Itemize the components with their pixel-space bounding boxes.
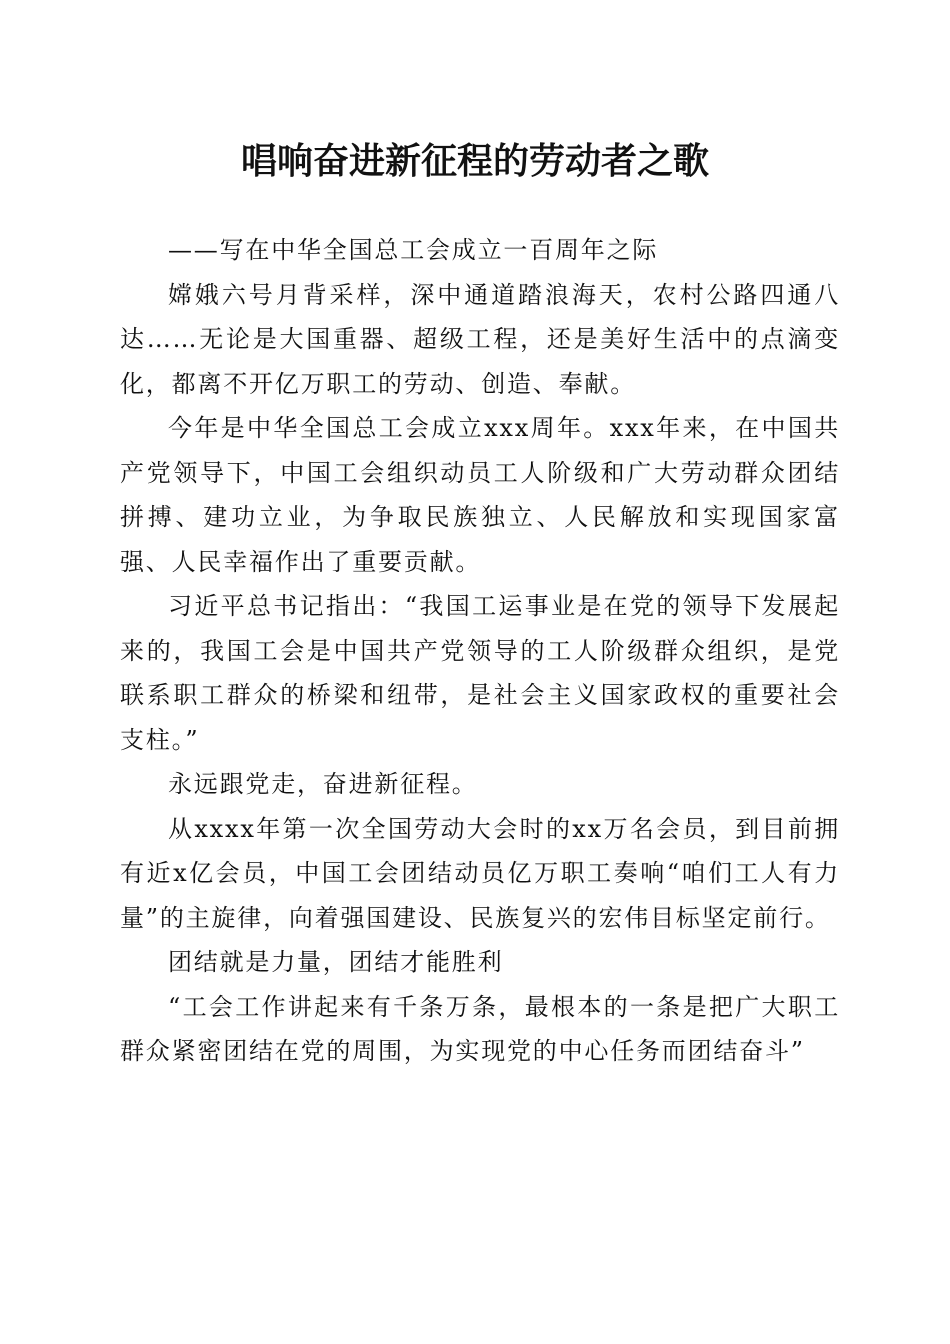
body-paragraph: 习近平总书记指出：“我国工运事业是在党的领导下发展起来的，我国工会是中国共产党领导的工人阶级群众组织，是党联系职工群众的桥梁和纽带，是社会主义国家政权的重要社会支柱。” bbox=[120, 592, 840, 754]
body-paragraph: 永远跟党走，奋进新征程。 bbox=[168, 770, 478, 798]
document-body bbox=[120, 228, 840, 1074]
document-title: 唱响奋进新征程的劳动者之歌 bbox=[240, 140, 709, 182]
body-paragraph: 今年是中华全国总工会成立xxx周年。xxx年来，在中国共产党领导下，中国工会组织动员工人阶级和广大劳动群众团结拼搏、建功立业，为争取民族独立、人民解放和实现国家富强、人民幸福作出了重要贡献。 bbox=[120, 414, 840, 576]
body-paragraph: “工会工作讲起来有千条万条，最根本的一条是把广大职工群众紧密团结在党的周围，为实现党的中心任务而团结奋斗” bbox=[120, 992, 840, 1065]
subtitle-paragraph: ——写在中华全国总工会成立一百周年之际 bbox=[168, 236, 659, 264]
body-paragraph: 从xxxx年第一次全国劳动大会时的xx万名会员，到目前拥有近x亿会员，中国工会团结动员亿万职工奏响“咱们工人有力量”的主旋律，向着强国建设、民族复兴的宏伟目标坚定前行。 bbox=[120, 814, 840, 932]
body-paragraph: 嫦娥六号月背采样，深中通道踏浪海天，农村公路四通八达……无论是大国重器、超级工程，还是美好生活中的点滴变化，都离不开亿万职工的劳动、创造、奉献。 bbox=[120, 280, 840, 398]
section-heading: 团结就是力量，团结才能胜利 bbox=[168, 948, 504, 976]
